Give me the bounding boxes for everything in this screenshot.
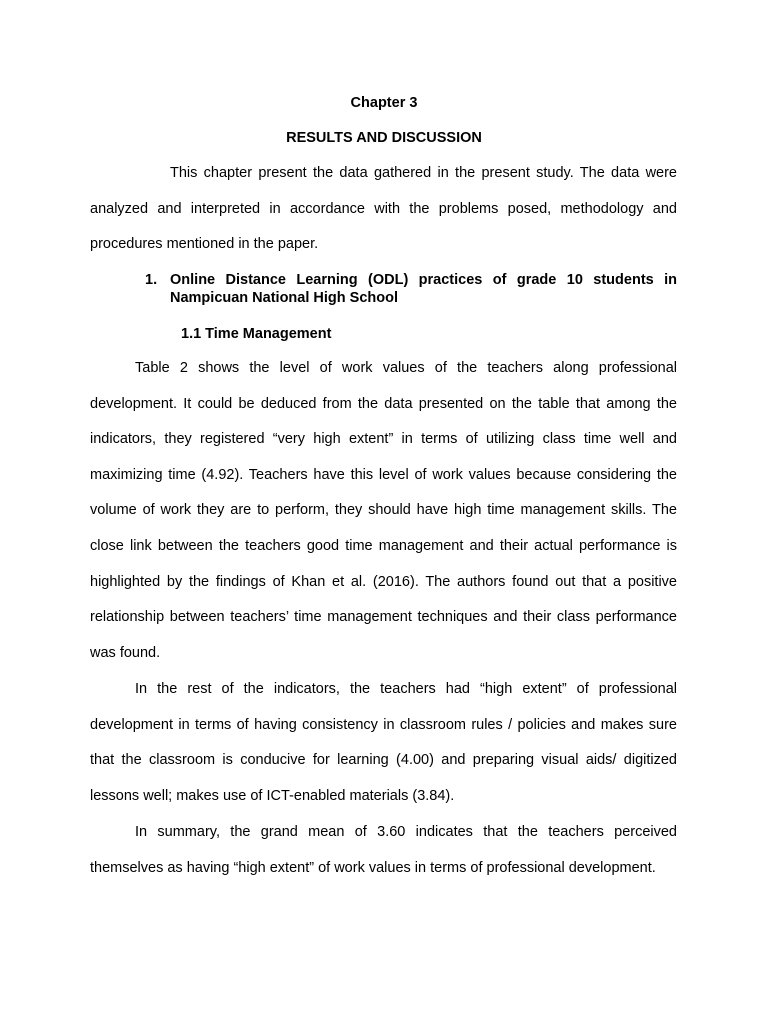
subsection-heading: 1.1 Time Management — [181, 326, 332, 342]
body-paragraph: In summary, the grand mean of 3.60 indicates that the teachers perceived themselves as having “high extent” of work values in terms of professional development. — [90, 824, 677, 876]
chapter-number: Chapter 3 — [350, 95, 418, 111]
section-number: 1. — [145, 272, 158, 288]
chapter-title: RESULTS AND DISCUSSION — [286, 130, 482, 146]
section-heading — [145, 271, 677, 307]
intro-paragraph: This chapter present the data gathered in the present study. The data were analyzed and interpreted in accordance with the problems posed, methodology and procedures mentioned in the paper. — [90, 165, 677, 253]
section-title: Online Distance Learning (ODL) practices of grade 10 students in Nampicuan National High School — [170, 272, 677, 306]
body-paragraph: Table 2 shows the level of work values of the teachers along professional development. It could be deduced from the data presented on the table that among the indicators, they registered “very high extent” in terms of utilizing class time well and maximizing time (4.92). Teachers have this level of work values because considering the volume of work they are to perform, they should have high time management skills. The close link between the teachers good time management and their actual performance is highlighted by the findings of Khan et al. (2016). The authors found out that a positive relationship between teachers’ time management techniques and their class performance was found. — [90, 360, 677, 661]
body-paragraph: In the rest of the indicators, the teachers had “high extent” of professional development in terms of having consistency in classroom rules / policies and makes sure that the classroom is conducive for learning (4.00) and preparing visual aids/ digitized lessons well; makes use of ICT-enabled materials (3.84). — [90, 681, 677, 804]
